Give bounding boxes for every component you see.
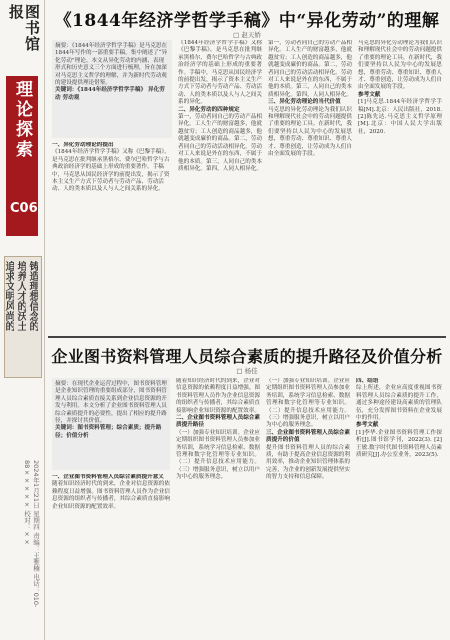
slogan-line-1: 铸造理想信念的 — [27, 261, 38, 331]
article2-paragraph-1: 随着知识经济时代的到来，企业对信息资源的依赖程度日益增强。图书资料管理人员作为企业信息资源的组织者与传播者，其综合素质直接影响企业知识资源的配置效率。 — [52, 481, 170, 510]
main-content — [48, 0, 446, 640]
article1-abstract-box — [52, 40, 172, 138]
article2-references-title: 参考文献 — [356, 422, 379, 429]
article1-paragraph-3: 马克思的异化劳动理论为我们认识和理解现代社会中的劳动问题提供了重要的理论工具。在新时代，我们要坚持以人民为中心的发展思想，尊重劳动、尊重知识、尊重人才、尊重创造，让劳动成为人们自由全面发展的手段。 — [268, 106, 352, 158]
article2-title: 企业图书资料管理人员综合素质的提升路径及价值分析 — [51, 347, 443, 366]
article1-paragraph-2: 第一，劳动者同自己的劳动产品相异化。工人生产的财富越多，他就越贫穷；工人创造的商品越多，他就越变成廉价的商品。第二，劳动者同自己的劳动活动相异化。劳动对工人来说是外在的东西，不属于他的本质。第三，人同自己的类本质相异化。第四，人同人相异化。 — [178, 114, 262, 172]
article2-subhead-2: 二、企业图书资料管理人员综合素质提升路径 — [176, 415, 260, 429]
article2-keywords: 关键词：图书资料管理；综合素质；提升路径；价值分析 — [55, 425, 162, 439]
article1-byline: □ 赵天娇 — [233, 31, 261, 39]
article1-abstract: 摘要：《1844年经济学哲学手稿》是马克思在1844年写作的一部重要手稿，集中阐述了“异化劳动”理论。本文从异化劳动的内涵、表现形式和历史意义三个方面进行梳理，旨在加深对马克思主义哲学的理解，并为新时代劳动观的建设提供理论借鉴。 — [55, 43, 168, 87]
article2-byline: □ 杨佳 — [236, 367, 258, 375]
article1-paragraph-1: 《1844年经济学哲学手稿》又称《巴黎手稿》，是马克思在批判继承黑格尔、费尔巴哈哲学与古典政治经济学的基础上形成的重要著作。手稿中，马克思从国民经济学的前提出发，揭示了资本主义生产方式下劳动者与劳动产品、劳动活动、人的类本质以及人与人之间关系的异化。 — [52, 149, 170, 193]
article2-paragraph-2: （一）加强专业知识培训。企业应定期组织图书资料管理人员参加业务培训，系统学习信息检索、数据管理和数字化管理等专业知识。（二）提升信息技术应用能力。（三）增强服务意识，树立以用户为中心的服务理念。 — [176, 429, 260, 481]
article2-column-2 — [176, 378, 260, 634]
section-label — [6, 76, 38, 236]
article1-column-3 — [268, 40, 352, 276]
page-meta: 2024年1月21日 星期四 责编：王雅楠 电话：010-88××××× 校对：×× — [23, 460, 40, 608]
section-name: 理论探索 — [12, 80, 32, 160]
article1-subhead-2: 二、异化劳动的四种规定 — [178, 106, 240, 113]
article2-paragraph-1b: 随着知识经济时代的到来，企业对信息资源的依赖程度日益增强。图书资料管理人员作为企业信息资源的组织者与传播者，其综合素质直接影响企业知识资源的配置效率。 — [176, 378, 260, 414]
article2-abstract: 摘要：在现代企业运营过程中，图书资料管理是企业知识管理的重要组成部分，图书资料管理人员综合素质直接关系到企业信息资源的开发与利用。本文分析了企业图书资料管理人员综合素质提升的必要性，提出了相应的提升路径，并探讨其价值。 — [55, 381, 167, 425]
article2-subhead-3: 三、企业图书资料管理人员综合素质提升的价值 — [266, 429, 350, 444]
article2-subhead-4: 四、结语 — [356, 378, 379, 384]
masthead-title: 图书馆报 — [7, 4, 41, 52]
article2-paragraph-3: 提升图书资料管理人员的综合素质，有助于提高企业信息资源的利用效率，推动企业知识管理体系的完善，为企业的创新发展提供坚实的智力支持和信息保障。 — [266, 444, 350, 481]
article1-paragraph-3b: 马克思的异化劳动理论为我们认识和理解现代社会中的劳动问题提供了重要的理论工具。在新时代，我们要坚持以人民为中心的发展思想，尊重劳动、尊重知识、尊重人才、尊重创造，让劳动成为人们自由全面发展的手段。 — [358, 40, 442, 91]
article2-references: [1]李华.企业图书资料管理工作探析[J].图书馆学刊，2022(3). [2]王敏.数字时代图书资料管理人员素质研究[J].办公室业务，2023(5). — [356, 429, 442, 459]
article1-subhead-1: 一、异化劳动理论的提出 — [52, 142, 114, 148]
article1-paragraph-2b: 第一，劳动者同自己的劳动产品相异化。工人生产的财富越多，他就越贫穷；工人创造的商品越多，他就越变成廉价的商品。第二，劳动者同自己的劳动活动相异化。劳动对工人来说是外在的东西，不属于他的本质。第三，人同自己的类本质相异化。第四，人同人相异化。 — [268, 40, 352, 98]
article1-column-1 — [52, 142, 172, 276]
article2-paragraph-2b: （一）加强专业知识培训。企业应定期组织图书资料管理人员参加业务培训，系统学习信息检索、数据管理和数字化管理等专业知识。（二）提升信息技术应用能力。（三）增强服务意识，树立以用户为中心的服务理念。 — [266, 378, 350, 429]
article1-column-2 — [178, 40, 262, 276]
article2-paragraph-4: 综上所述，企业应高度重视图书资料管理人员综合素质的提升工作，通过多种途径建设高素质的管理队伍，充分发挥图书资料在企业发展中的作用。 — [356, 385, 442, 422]
article2-abstract-box — [52, 378, 170, 470]
article1-keywords: 关键词：《1844年经济学哲学手稿》 异化劳动 劳动观 — [55, 87, 165, 101]
slogan-line-2: 培养人才的沃土 — [15, 261, 26, 331]
article2-subhead-1: 一、企业图书资料管理人员综合素质提升意义 — [52, 474, 164, 480]
article2-column-4 — [356, 378, 442, 634]
slogan-box — [4, 256, 42, 378]
article2-column-1 — [52, 474, 170, 634]
sidebar — [0, 0, 45, 640]
slogan-line-3: 追求文明风尚的 — [3, 261, 14, 331]
article1-column-4 — [358, 40, 442, 276]
article1-subhead-3: 三、异化劳动理论的当代价值 — [268, 99, 341, 106]
article1-paragraph-1b: 《1844年经济学哲学手稿》又称《巴黎手稿》，是马克思在批判继承黑格尔、费尔巴哈哲学与古典政治经济学的基础上形成的重要著作。手稿中，马克思从国民经济学的前提出发，揭示了资本主义生产方式下劳动者与劳动产品、劳动活动、人的类本质以及人与人之间关系的异化。 — [178, 40, 262, 106]
article2-column-3 — [266, 378, 350, 634]
article1-title: 《1844年经济学哲学手稿》中“异化劳动”的理解 — [54, 11, 440, 31]
article1-references: [1]马克思.1844年经济学哲学手稿[M].北京：人民出版社，2018. [2]陈先达.马克思主义哲学原理[M].北京：中国人民大学出版社，2020. — [358, 99, 442, 135]
article1-references-title: 参考文献 — [358, 91, 381, 98]
article-divider — [48, 336, 446, 338]
page-code: C06 — [10, 201, 38, 216]
